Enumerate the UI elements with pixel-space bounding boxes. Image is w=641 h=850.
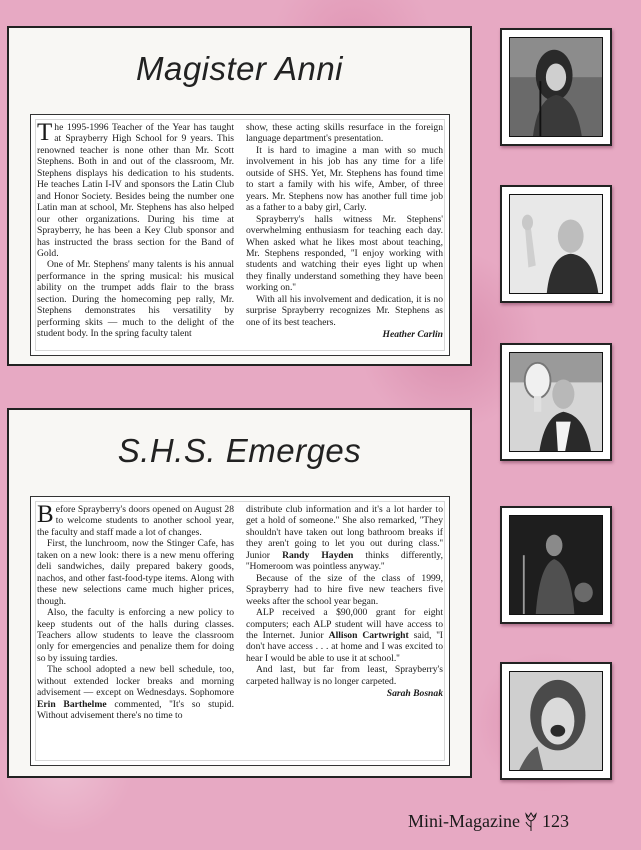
page-number: 123	[541, 811, 569, 831]
page-footer	[408, 811, 569, 832]
paragraph: It is hard to imagine a man with so much involvement in his job has any time for a life outside of SHS. Yet, Mr. Stephens has found time to start a family with his wife, Amber, of three years. Mr. Stephens now has another full time job as a father to a baby girl, Carly.	[246, 144, 443, 214]
photo-frame	[500, 506, 612, 624]
paragraph: show, these acting skills resurface in the foreign language department's presentation.	[246, 122, 443, 145]
paragraph: One of Mr. Stephens' many talents is his annual performance in the spring musical: his musical ability on the trumpet adds flair to the brass section. During the homecoming pep rally, Mr. Stephens demonstrates his versatility by performing skits — much to the delight of the student body. In the spring faculty talent	[37, 259, 234, 340]
text-run: distribute club information and it's a lot harder to get a hold of someone.'' She also remarked, ''They shouldn't have taken out long bathroom breaks if they aren't going to let you out during class.'' Junior	[246, 504, 443, 561]
drop-cap: T	[37, 122, 53, 146]
footer-label: Mini-Magazine	[408, 811, 520, 831]
photo-frame	[500, 662, 612, 780]
tulip-icon	[524, 812, 538, 832]
byline: Sarah Bosnak	[386, 688, 443, 700]
paragraph: With all his involvement and dedication, it is no surprise Sprayberry recognizes Mr. Stephens as one of its best teachers.	[246, 293, 443, 328]
text-run: said, ''I don't have access . . . at home and I was excited to hear I would be able to use it at school.''	[246, 629, 443, 664]
paragraph: he 1995-1996 Teacher of the Year has taught at Sprayberry High School for 9 years. This renowned teacher is none other than Mr. Scott Stephens. Both in and out of the classroom, Mr. Stephens displays his dedication to his students. He teaches Latin I-IV and sponsors the Latin Club and Honor Society. Besides being the number one Latin man at school, Mr. Stephens has also helped our other organizations. During his time at Sprayberry, he has been a Key Club sponsor and has instructed the brass section for the Band of Gold.	[37, 122, 234, 259]
article-textbox	[30, 496, 450, 766]
paragraph: Because of the size of the class of 1999, Sprayberry had to hire five new teachers five weeks after the school year began.	[246, 572, 443, 607]
paragraph: First, the lunchroom, now the Stinger Cafe, has taken on a new look: there is a new menu offering deli sandwiches, daily prepared bakery goods, nachos, and other fast-food-type items. Along with these new selections came much higher prices, though.	[37, 538, 234, 607]
article-title: S.H.S. Emerges	[117, 432, 362, 469]
photo-politician	[509, 194, 603, 294]
text-run: commented, ''It's so stupid. Without advisement there's no time to	[37, 698, 234, 722]
article-title: Magister Anni	[135, 50, 344, 87]
article-panel-magister-anni	[7, 26, 472, 366]
paragraph	[246, 607, 443, 664]
student-name: Erin Barthelme	[37, 698, 107, 710]
photo-performer	[509, 515, 603, 615]
paragraph: efore Sprayberry's doors opened on August 28 to welcome students to another school year, the faculty and staff made a lot of changes.	[37, 504, 234, 538]
paragraph: Also, the faculty is enforcing a new policy to keep students out of the halls during classes. Teachers allow students to leave the classroom only for emergencies and penalize them for doing so by issuing tardies.	[37, 607, 234, 664]
photo-frame	[500, 185, 612, 303]
drop-cap: B	[37, 504, 54, 528]
paragraph: Sprayberry's halls witness Mr. Stephens' overwhelming enthusiasm for teaching each day. When asked what he likes most about teaching, Mr. Stephens responded, ''I enjoy working with students and watching their eyes light up when they finally understand something they have been working on.''	[246, 213, 443, 294]
paragraph	[37, 664, 234, 721]
text-run: thinks differently, ''Homeroom was pointless anyway.''	[246, 549, 443, 573]
paragraph	[246, 504, 443, 573]
article-column-left	[37, 504, 234, 761]
text-run: ALP received a $90,000 grant for eight computers; each ALP student will have access to the Internet. Junior	[246, 607, 443, 641]
paragraph: And last, but far from least, Sprayberry's carpeted hallway is no longer carpeted.	[246, 664, 443, 687]
photo-tennis-player	[509, 352, 603, 452]
photo-frame	[500, 343, 612, 461]
byline: Heather Carlin	[382, 329, 443, 341]
article-panel-shs-emerges	[7, 408, 472, 778]
student-name: Randy Hayden	[282, 549, 354, 561]
article-column-right	[246, 122, 443, 351]
article-column-right	[246, 504, 443, 761]
photo-singer	[509, 37, 603, 137]
article-textbox	[30, 114, 450, 356]
student-name: Allison Cartwright	[328, 629, 409, 641]
photo-frame	[500, 28, 612, 146]
text-run: The school adopted a new bell schedule, too, without extended locker breaks and morning advisement — except on Wednesdays. Sophomore	[37, 664, 234, 699]
article-column-left	[37, 122, 234, 351]
photo-laughing-man	[509, 671, 603, 771]
